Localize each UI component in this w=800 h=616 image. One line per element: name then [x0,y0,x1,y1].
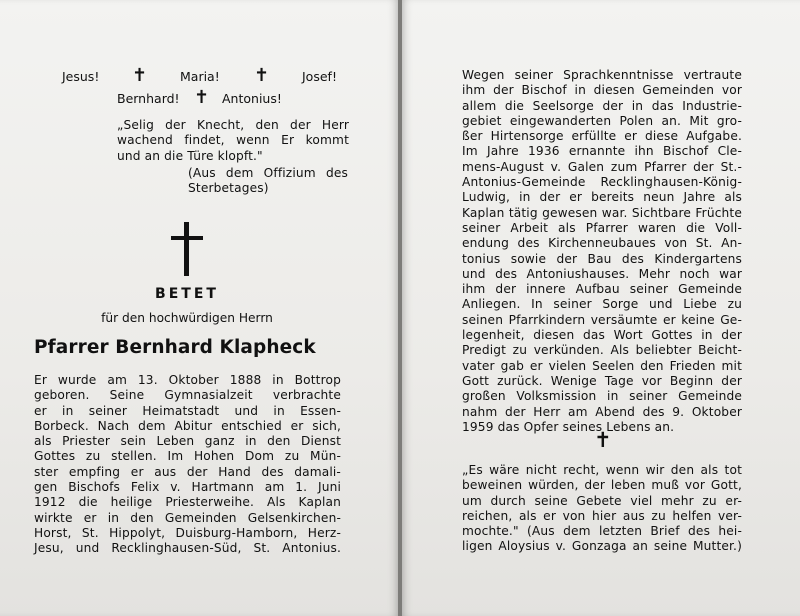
quote-line: ligen Aloysius v. Gonzaga an seine Mutter.) [462,539,742,554]
text-line: ihm der Bischof in diesen Gemeinden vor [462,83,742,98]
bio-line: geboren. Seine Gymnasialzeit verbrachte [34,388,341,403]
text-line: vater gab er vielen Seelen den Frieden mit [462,358,742,373]
bio-line: er in seiner Heimatstadt und in Essen- [34,403,341,418]
betet-heading: BETET [155,286,219,302]
small-cross-icon: ✝ [132,65,148,86]
bio-line: ster empfing er aus der Hand des damali- [34,464,341,479]
text-line: und des Antoniushauses. Mehr noch war [462,266,742,281]
text-line: Ludwig, in der er bereits neun Jahre als [462,190,742,205]
text-line: großen Volksmission in seiner Gemeinde [462,389,742,404]
dedication-line: für den hochwürdigen Herrn [101,311,273,325]
bio-line: Gottes zu stellen. Im Hohen Dom zu Mün- [34,449,341,464]
bio-line: Borbeck. Nach dem Abitur entschied er sich, [34,418,341,433]
quote-line: und an die Türe klopft." [117,148,263,163]
text-line: Anliegen. In seiner Sorge und Liebe zu [462,297,742,312]
quote-source [188,166,348,197]
text-line: Wegen seiner Sprachkenntnisse vertraute [462,68,742,82]
text-line: legenheit, diesen das Wort Gottes in der [462,328,742,343]
text-line: nahm der Herr am Abend des 9. Oktober [462,404,742,419]
closing-quote [462,463,742,555]
latin-cross-icon [170,222,204,276]
text-line: mens-August v. Galen zum Pfarrer der St.- [462,159,742,174]
text-line: gebiet eingewanderten Polen an. Mit gro- [462,113,742,128]
text-line: ihm der innere Aufbau seiner Gemeinde [462,282,742,297]
invocation-jesus: Jesus! [62,69,100,84]
bio-line: gen Bischofs Felix v. Hartmann am 1. Juni [34,480,341,495]
invocation-bernhard: Bernhard! [117,91,180,106]
bio-line: Er wurde am 13. Oktober 1888 in Bottrop [34,373,341,387]
text-line: Predigt zu verkünden. Als beliebter Beicht- [462,343,742,358]
opening-quote [117,118,349,164]
quote-line: beweinen würden, der leben muß vor Gott, [462,478,742,493]
bio-line: wirkte er in den Gemeinden Gelsenkirchen- [34,510,341,525]
text-line: allem die Seelsorge der in das Industrie- [462,98,742,113]
quote-line: um durch seine Gebete viel mehr zu er- [462,493,742,508]
quote-line: „Selig der Knecht, den der Herr [117,118,349,132]
small-cross-icon: ✝ [594,428,612,452]
bio-line: als Priester sein Leben ganz in den Dienst [34,434,341,449]
bio-line: Jesu, und Recklinghausen-Süd, St. Antonius. [34,541,341,556]
text-line: seiner Arbeit als Pfarrer waren die Voll- [462,220,742,235]
text-line: 1959 das Opfer seines Lebens an. [462,419,675,434]
source-line: Sterbetages) [188,181,269,196]
invocation-maria: Maria! [180,69,220,84]
text-line: seinen Pfarrkindern versäumte er keine Ge- [462,312,742,327]
biography [34,373,341,557]
small-cross-icon: ✝ [194,87,210,108]
bio-line: 1912 die heilige Priesterweihe. Als Kaplan [34,495,341,510]
text-line: endung des Kirchenneubaues von St. An- [462,236,742,251]
text-line: Kaplan tätig gewesen war. Sichtbare Früchte [462,205,742,220]
quote-line: „Es wäre nicht recht, wenn wir den als tot [462,463,742,477]
bio-line: Horst, St. Hippolyt, Duisburg-Hamborn, Herz- [34,525,341,540]
text-line: ßer Hirtensorge erfüllte er diese Aufgabe. [462,129,742,144]
deceased-name: Pfarrer Bernhard Klapheck [34,337,316,358]
quote-line: mochte." (Aus dem letzten Brief des hei- [462,524,742,539]
small-cross-icon: ✝ [254,65,270,86]
text-line: Gott zurück. Wenige Tage vor Beginn der [462,373,742,388]
text-line: Im Jahre 1936 ernannte ihn Bischof Cle- [462,144,742,159]
quote-line: reichen, als er von hier aus zu helfen ver- [462,508,742,523]
invocation-josef: Josef! [302,69,337,84]
text-line: Antonius-Gemeinde Recklinghausen-König- [462,175,742,190]
text-line: tonius sowie der Bau des Kindergartens [462,251,742,266]
source-line: (Aus dem Offizium des [188,166,348,180]
quote-line: wachend findet, wenn Er kommt [117,133,349,148]
invocation-antonius: Antonius! [222,91,282,106]
biography-continued [462,68,742,435]
